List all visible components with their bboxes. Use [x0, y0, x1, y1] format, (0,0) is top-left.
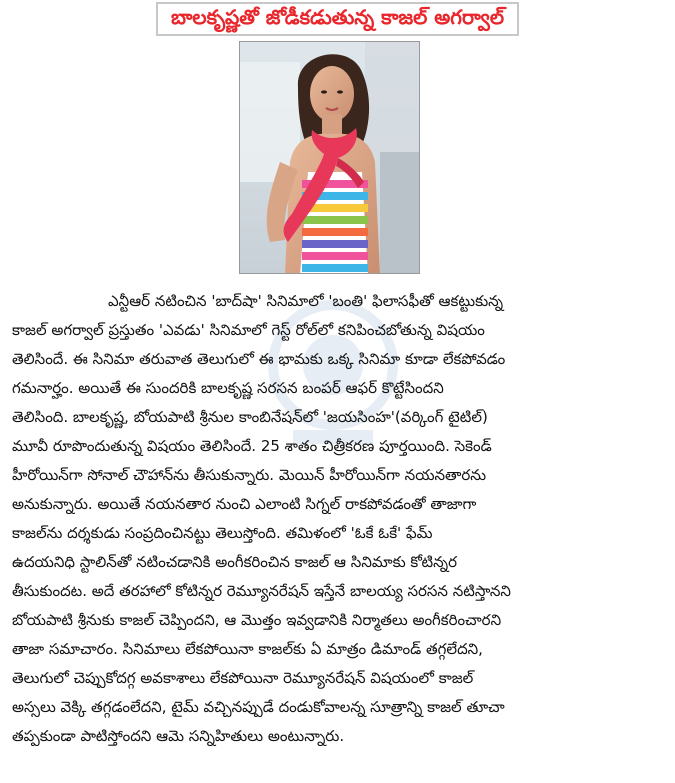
article-line: అస్సలు వెక్కి తగ్గడంలేదని, టైమ్ వచ్చినప్పుడే దండుకోవాలన్న సూత్రాన్ని కాజల్ తూచా	[12, 698, 505, 716]
article-line: కాజల్‌ను దర్శకుడు సంప్రదించినట్టు తెలుస్తోంది. తమిళంలో 'ఓకే ఓకే' ఫేమ్	[12, 524, 433, 542]
article-line: కాజల్ అగర్వాల్ ప్రస్తుతం 'ఎవడు' సినిమాలో గెస్ట్ రోల్‌లో కనిపించబోతున్న విషయం	[12, 321, 485, 339]
article-line: బోయపాటి శ్రీనుకు కాజల్ చెప్పిందని, ఆ మొత్తం ఇవ్వడానికి నిర్మాతలు అంగీకరించారని	[12, 611, 502, 629]
article-line: తెలుగులో చెప్పుకోదగ్గ అవకాశాలు లేకపోయినా రెమ్యూనరేషన్ విషయంలో కాజల్	[12, 669, 474, 687]
article-line: తెలిసిందే. ఈ సినిమా తరువాత తెలుగులో ఈ భామకు ఒక్క సినిమా కూడా లేకపోవడం	[12, 350, 506, 368]
article-line: హీరోయిన్‌గా సోనాల్ చౌహాన్‌ను తీసుకున్నారు. మెయిన్ హీరోయిన్‌గా నయనతారను	[12, 466, 487, 484]
headline-box	[156, 2, 519, 36]
article-line: ఎన్టీఆర్ నటించిన 'బాద్‌షా' సినిమాలో 'బంతి' ఫిలాసఫీతో ఆకట్టుకున్న	[108, 292, 504, 310]
actress-photo	[239, 41, 420, 274]
article-line: తప్పకుండా పాటిస్తోందని ఆమె సన్నిహితులు అంటున్నారు.	[12, 727, 345, 745]
article-line: ఉదయనిధి స్టాలిన్‌తో నటించడానికి అంగీకరించిన కాజల్ ఆ సినిమాకు కోటిన్నర	[12, 553, 458, 571]
photo-illustration	[240, 42, 420, 274]
headline: బాలకృష్ణతో జోడీకడుతున్న కాజల్ అగర్వాల్	[170, 4, 505, 29]
article-line: తాజా సమాచారం. సినిమాలు లేకపోయినా కాజల్‌కు ఏ మాత్రం డిమాండ్ తగ్గలేదని,	[12, 640, 483, 658]
article-line: అనుకున్నారు. అయితే నయనతార నుంచి ఎలాంటి సిగ్నల్ రాకపోవడంతో తాజాగా	[12, 495, 477, 513]
article-line: మూవీ రూపొందుతున్న విషయం తెలిసిందే. 25 శాతం చిత్రీకరణ పూర్తయింది. సెకెండ్	[12, 437, 492, 455]
article-line: గమనార్హం. అయితే ఈ సుందరికి బాలకృష్ణ సరసన బంపర్ ఆఫర్ కొట్టేసిందని	[12, 379, 444, 397]
article-line: తెలిసింది. బాలకృష్ణ, బోయపాటి శ్రీనుల కాంబినేషన్‌లో 'జయసింహ'(వర్కింగ్ టైటిల్)	[12, 408, 488, 426]
article-line: తీసుకుందట. అదే తరహాలో కోటిన్నర రెమ్యూనరేషన్ ఇస్తేనే బాలయ్య సరసన నటిస్తానని	[12, 582, 511, 600]
